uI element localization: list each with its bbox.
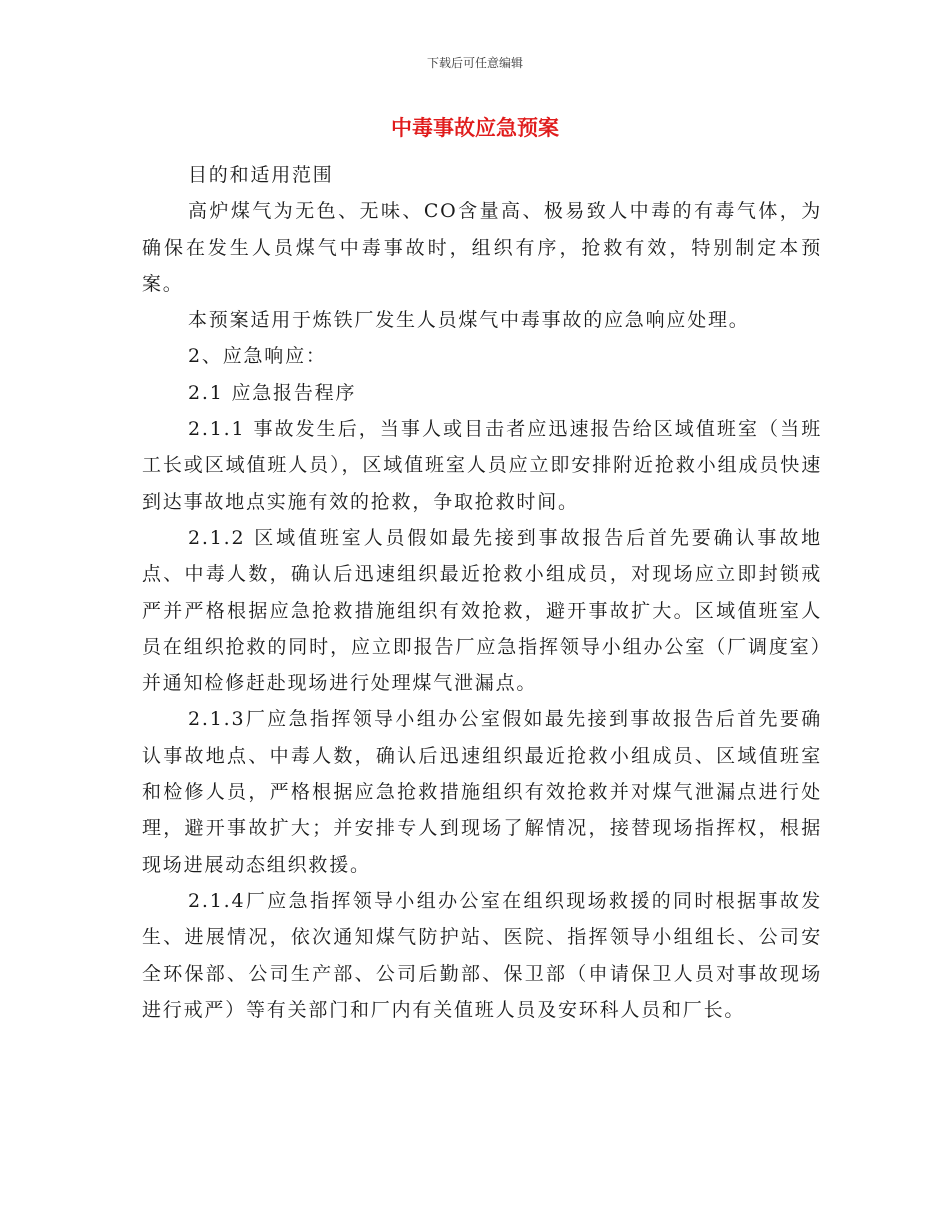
paragraph-intro: 高炉煤气为无色、无味、CO含量高、极易致人中毒的有毒气体，为确保在发生人员煤气中毒事故时，组织有序，抢救有效，特别制定本预案。 [142,200,822,295]
document-title: 中毒事故应急预案 [391,116,559,140]
paragraph-2-1-2: 2.1.2 区域值班室人员假如最先接到事故报告后首先要确认事故地点、中毒人数，确认后迅速组织最近抢救小组成员，对现场应立即封锁戒严并严格根据应急抢救措施组织有效抢救，避开事故扩大。区域值班室人员在组织抢救的同时，应立即报告厂应急指挥领导小组办公室（厂调度室）并通知检修赶赴现场进行处理煤气泄漏点。 [142,526,822,695]
section-heading-purpose: 目的和适用范围 [188,164,334,186]
header-note: 下载后可任意编辑 [426,56,523,70]
paragraph-2-1-3: 2.1.3厂应急指挥领导小组办公室假如最先接到事故报告后首先要确认事故地点、中毒人数，确认后迅速组织最近抢救小组成员、区域值班室和检修人员，严格根据应急抢救措施组织有效抢救并对煤气泄漏点进行处理，避开事故扩大；并安排专人到现场了解情况，接替现场指挥权，根据现场进展动态组织救援。 [142,708,822,876]
paragraph-2-1-1: 2.1.1 事故发生后，当事人或目击者应迅速报告给区域值班室（当班工长或区域值班人员），区域值班室人员应立即安排附近抢救小组成员快速到达事故地点实施有效的抢救，争取抢救时间。 [142,418,822,513]
section-heading-response: 2、应急响应： [188,345,327,368]
paragraph-scope: 本预案适用于炼铁厂发生人员煤气中毒事故的应急响应处理。 [188,309,750,332]
section-heading-report-procedure: 2.1 应急报告程序 [188,381,357,404]
document-body [142,157,822,1028]
paragraph-2-1-4: 2.1.4厂应急指挥领导小组办公室在组织现场救援的同时根据事故发生、进展情况，依次通知煤气防护站、医院、指挥领导小组组长、公司安全环保部、公司生产部、公司后勤部、保卫部（申请保卫人员对事故现场进行戒严）等有关部门和厂内有关值班人员及安环科人员和厂长。 [142,889,822,1021]
